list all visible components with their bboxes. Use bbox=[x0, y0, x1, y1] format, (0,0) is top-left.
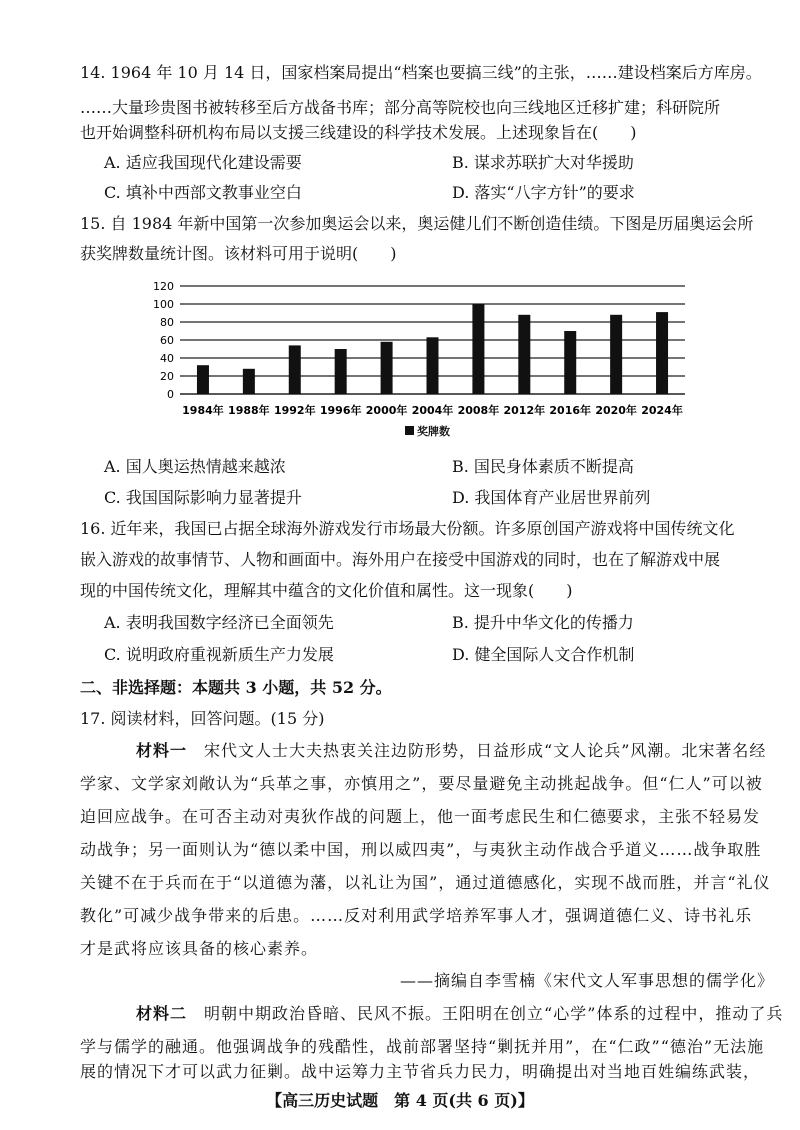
x-tick-label: 2024年 bbox=[641, 404, 683, 417]
y-tick-label: 120 bbox=[153, 280, 174, 293]
x-tick-label: 1996年 bbox=[319, 404, 362, 417]
q16-line-3: 现的中国传统文化，理解其中蕴含的文化价值和属性。这一现象( ) bbox=[80, 581, 573, 600]
x-tick-label: 1988年 bbox=[228, 404, 270, 417]
y-tick-label: 60 bbox=[160, 334, 174, 347]
m2-label: 材料二 bbox=[136, 1004, 188, 1023]
x-tick-label: 2000年 bbox=[365, 404, 408, 417]
q14-line-2: ……大量珍贵图书被转移至后方战备书库；部分高等院校也向三线地区迁移扩建；科研院所 bbox=[80, 98, 721, 117]
x-tick-label: 2020年 bbox=[595, 404, 637, 417]
bar-2008年 bbox=[472, 304, 484, 394]
m1-source: ——摘编自李雪楠《宋代文人军事思想的儒学化》 bbox=[400, 971, 775, 990]
x-tick-label: 2012年 bbox=[503, 404, 546, 417]
bar-1988年 bbox=[243, 369, 255, 394]
q14-option-a: A. 适应我国现代化建设需要 bbox=[104, 153, 302, 172]
q16-option-c: C. 说明政府重视新质生产力发展 bbox=[104, 645, 334, 664]
bar-2000年 bbox=[381, 342, 393, 394]
q16-option-a: A. 表明我国数字经济已全面领先 bbox=[104, 613, 334, 632]
q17-title: 17. 阅读材料，回答问题。(15 分) bbox=[80, 709, 325, 728]
q14-option-c: C. 填补中西部文教事业空白 bbox=[104, 183, 302, 202]
bar-1992年 bbox=[289, 345, 301, 394]
y-tick-label: 80 bbox=[160, 316, 174, 329]
q15-option-b: B. 国民身体素质不断提高 bbox=[452, 457, 634, 476]
legend-label: 奖牌数 bbox=[417, 425, 450, 438]
m1-line-6: 教化”可减少战争带来的后患。……反对利用武学培养军事人才，强调道德仁义、诗书礼乐 bbox=[80, 906, 753, 925]
page-footer: 【高三历史试题 第 4 页(共 6 页)】 bbox=[266, 1091, 534, 1110]
y-tick-label: 20 bbox=[160, 370, 174, 383]
m1-line-3: 迫回应战争。在可否主动对夷狄作战的问题上，他一面考虑民生和仁德要求，主张不轻易发 bbox=[80, 807, 761, 826]
m2-line-3: 展的情况下才可以武力征剿。战中运筹力主节省兵力民力，明确提出对当地百姓编练武装， bbox=[80, 1062, 761, 1081]
q16-option-b: B. 提升中华文化的传播力 bbox=[452, 613, 634, 632]
q14-option-b: B. 谋求苏联扩大对华援助 bbox=[452, 153, 634, 172]
x-tick-label: 2016年 bbox=[549, 404, 592, 417]
x-tick-label: 2008年 bbox=[457, 404, 500, 417]
section-heading: 二、非选择题：本题共 3 小题，共 52 分。 bbox=[80, 678, 392, 697]
q15-line-1: 15. 自 1984 年新中国第一次参加奥运会以来，奥运健儿们不断创造佳绩。下图是历届奥运会所 bbox=[80, 214, 754, 233]
q15-option-d: D. 我国体育产业居世界前列 bbox=[452, 488, 651, 507]
q14-line-1: 14. 1964 年 10 月 14 日，国家档案局提出“档案也要搞三线”的主张，……建设档案后方库房。 bbox=[80, 63, 762, 82]
m1-line-5: 关键不在于兵而在于“以道德为藩，以礼让为国”，通过道德感化，实现不战而胜，并言“礼仪 bbox=[80, 873, 771, 892]
q16-line-2: 嵌入游戏的故事情节、人物和画面中。海外用户在接受中国游戏的同时，也在了解游戏中展 bbox=[80, 550, 721, 569]
x-tick-label: 2004年 bbox=[411, 404, 454, 417]
bar-2024年 bbox=[656, 312, 668, 394]
q16-option-d: D. 健全国际人文合作机制 bbox=[452, 645, 635, 664]
bar-2016年 bbox=[564, 331, 576, 394]
legend-swatch bbox=[405, 426, 414, 435]
m1-label: 材料一 bbox=[136, 741, 188, 760]
medal-bar-chart bbox=[150, 278, 690, 448]
y-tick-label: 40 bbox=[160, 352, 174, 365]
bar-1996年 bbox=[335, 349, 347, 394]
q15-line-2: 获奖牌数量统计图。该材料可用于说明( ) bbox=[80, 244, 397, 263]
q14-line-3: 也开始调整科研机构布局以支援三线建设的科学技术发展。上述现象旨在( ) bbox=[80, 123, 637, 142]
bar-1984年 bbox=[197, 365, 209, 394]
m1-line-4: 动战争；另一面则认为“德以柔中国，刑以威四夷”，与夷狄主动作战合乎道义……战争取胜 bbox=[80, 840, 762, 859]
m2-line-2: 学与儒学的融通。他强调战争的残酷性，战前部署坚持“剿抚并用”，在“仁政”“德治”无法施 bbox=[80, 1037, 765, 1056]
q14-option-d: D. 落实“八字方针”的要求 bbox=[452, 183, 635, 202]
m1-line-1: 材料一 宋代文人士大夫热衷关注边防形势，日益形成“文人论兵”风潮。北宋著名经 bbox=[136, 741, 767, 760]
q15-option-a: A. 国人奥运热情越来越浓 bbox=[104, 457, 286, 476]
x-tick-label: 1992年 bbox=[273, 404, 316, 417]
bar-2012年 bbox=[518, 315, 530, 394]
m2-line-1: 材料二 明朝中期政治昏暗、民风不振。王阳明在创立“心学”体系的过程中，推动了兵 bbox=[136, 1004, 784, 1023]
q15-option-c: C. 我国国际影响力显著提升 bbox=[104, 488, 302, 507]
m1-line-7: 才是武将应该具备的核心素养。 bbox=[80, 939, 319, 958]
y-tick-label: 0 bbox=[167, 388, 174, 401]
bar-2020年 bbox=[610, 315, 622, 394]
q16-line-1: 16. 近年来，我国已占据全球海外游戏发行市场最大份额。许多原创国产游戏将中国传统文化 bbox=[80, 519, 735, 538]
bar-2004年 bbox=[427, 337, 439, 394]
x-tick-label: 1984年 bbox=[182, 404, 224, 417]
y-tick-label: 100 bbox=[153, 298, 174, 311]
m1-line-2: 学家、文学家刘敞认为“兵革之事，亦慎用之”，要尽量避免主动挑起战争。但“仁人”可以被 bbox=[80, 774, 763, 793]
